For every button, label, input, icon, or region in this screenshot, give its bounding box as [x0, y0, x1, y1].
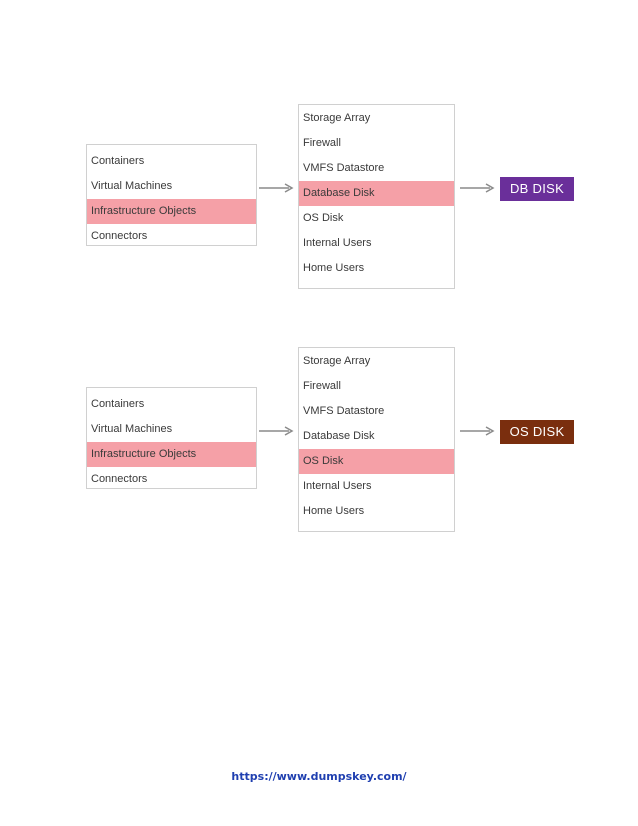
item-label: Connectors — [91, 230, 148, 242]
object-item-os-disk[interactable] — [299, 449, 454, 474]
category-item-containers[interactable] — [87, 392, 256, 417]
object-list — [298, 104, 455, 289]
object-item-vmfs-datastore[interactable] — [299, 399, 454, 424]
item-label: OS Disk — [303, 212, 344, 224]
right-arrow-icon — [259, 183, 295, 193]
result-badge-os-disk: OS DISK — [500, 420, 574, 444]
item-label: Connectors — [91, 473, 148, 485]
object-item-internal-users[interactable] — [299, 474, 454, 499]
object-item-os-disk[interactable] — [299, 206, 454, 231]
right-arrow-icon — [259, 426, 295, 436]
footer-link[interactable]: https://www.dumpskey.com/ — [231, 770, 407, 783]
item-label: Storage Array — [303, 112, 371, 124]
object-item-home-users[interactable] — [299, 256, 454, 281]
object-item-database-disk[interactable] — [299, 424, 454, 449]
item-label: Containers — [91, 155, 145, 167]
item-label: Internal Users — [303, 237, 372, 249]
right-arrow-icon — [460, 426, 496, 436]
item-label: Virtual Machines — [91, 423, 173, 435]
item-label: VMFS Datastore — [303, 162, 385, 174]
item-label: Firewall — [303, 380, 341, 392]
diagram-db-disk — [0, 104, 638, 304]
category-item-containers[interactable] — [87, 149, 256, 174]
item-label: VMFS Datastore — [303, 405, 385, 417]
object-item-vmfs-datastore[interactable] — [299, 156, 454, 181]
category-item-infrastructure-objects[interactable] — [87, 442, 256, 467]
item-label: Infrastructure Objects — [91, 448, 197, 460]
category-list — [86, 387, 257, 489]
item-label: Database Disk — [303, 187, 375, 199]
object-item-firewall[interactable] — [299, 374, 454, 399]
item-label: Containers — [91, 398, 145, 410]
object-item-home-users[interactable] — [299, 499, 454, 524]
item-label: Database Disk — [303, 430, 375, 442]
object-item-firewall[interactable] — [299, 131, 454, 156]
category-item-virtual-machines[interactable] — [87, 417, 256, 442]
object-list — [298, 347, 455, 532]
item-label: Home Users — [303, 262, 365, 274]
object-item-storage-array[interactable] — [299, 349, 454, 374]
result-badge-db-disk: DB DISK — [500, 177, 574, 201]
category-item-connectors[interactable] — [87, 224, 256, 249]
category-list — [86, 144, 257, 246]
item-label: Storage Array — [303, 355, 371, 367]
item-label: Home Users — [303, 505, 365, 517]
object-item-database-disk[interactable] — [299, 181, 454, 206]
item-label: Virtual Machines — [91, 180, 173, 192]
category-item-connectors[interactable] — [87, 467, 256, 492]
diagram-os-disk — [0, 347, 638, 547]
item-label: OS Disk — [303, 455, 344, 467]
item-label: Infrastructure Objects — [91, 205, 197, 217]
object-item-storage-array[interactable] — [299, 106, 454, 131]
item-label: Firewall — [303, 137, 341, 149]
category-item-infrastructure-objects[interactable] — [87, 199, 256, 224]
item-label: Internal Users — [303, 480, 372, 492]
category-item-virtual-machines[interactable] — [87, 174, 256, 199]
right-arrow-icon — [460, 183, 496, 193]
object-item-internal-users[interactable] — [299, 231, 454, 256]
